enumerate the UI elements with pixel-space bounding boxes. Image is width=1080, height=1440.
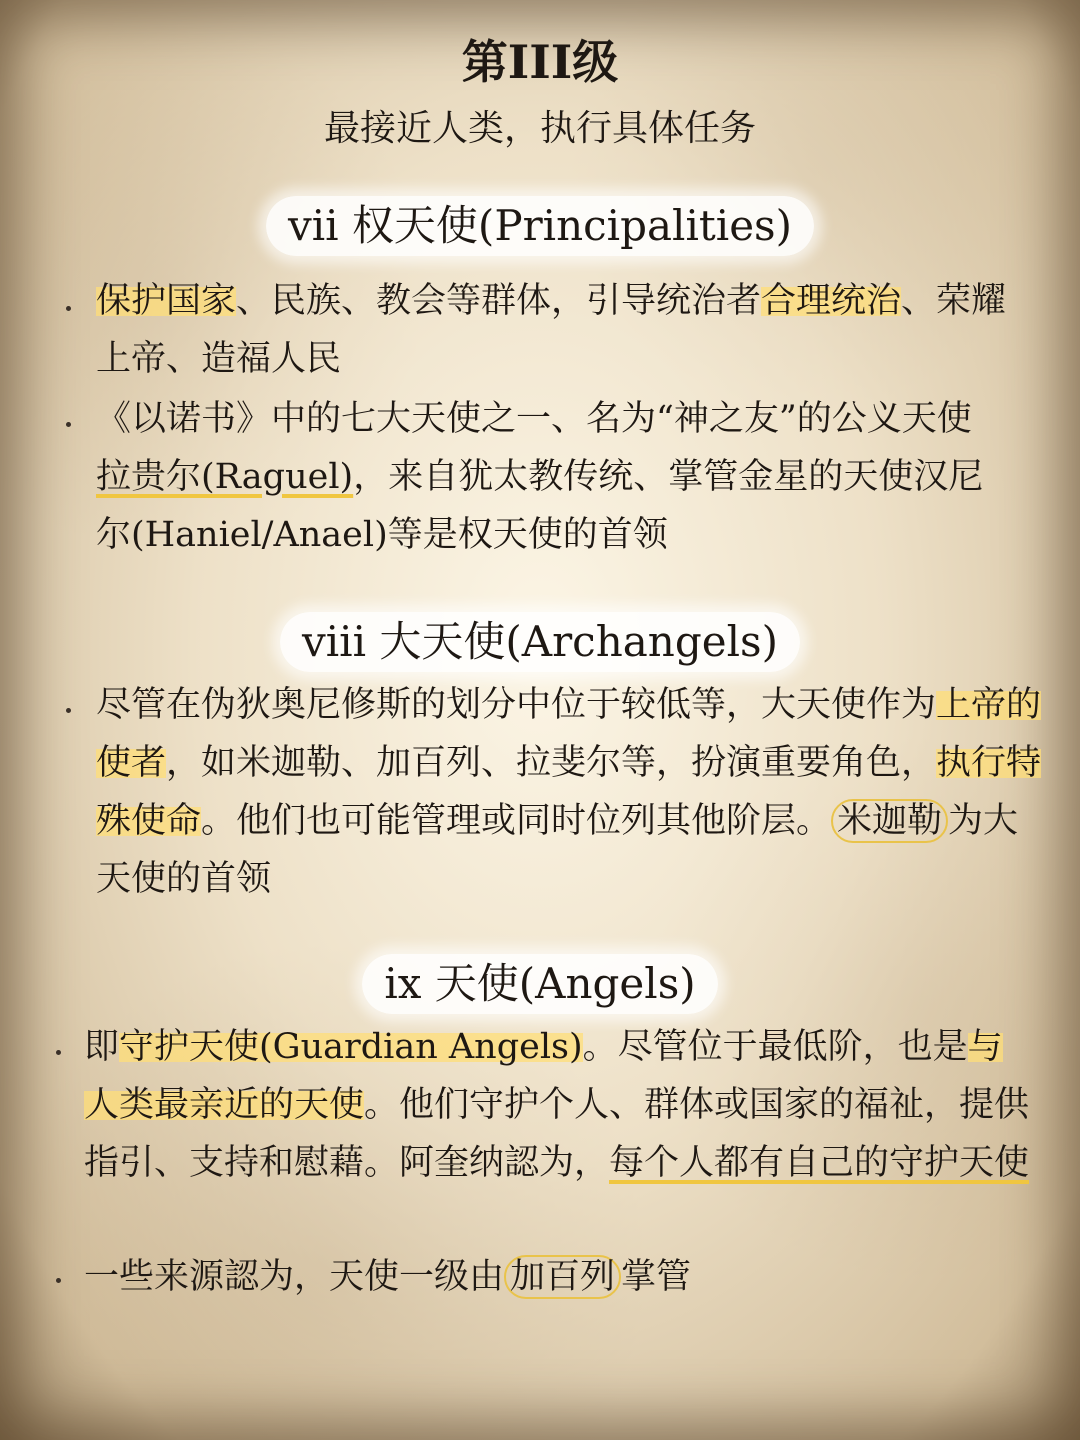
section-heading-angels: ix 天使(Angels) [0,954,1080,1014]
paragraph-angels-2 [84,1248,1034,1306]
text-segment: 。他们守护个人、群体或国家的福祉，提供指引、支持和慰藉。阿奎纳認为， [84,1085,1030,1183]
bullet-dot [66,422,71,427]
text-highlight: 守护天使(Guardian Angels) [119,1027,583,1067]
page-title: 第III级 [461,35,619,89]
text-segment: ，来自犹太教传统、掌管金星的天使汉尼尔(Haniel/Anael)等是权天使的首领 [96,457,984,555]
bullet-dot [56,1050,61,1055]
bullet-dot [66,306,71,311]
text-underline: 拉贵尔(Raguel) [96,457,354,497]
text-segment: 。尽管位于最低阶，也是 [582,1027,968,1067]
page-subtitle: 最接近人类，执行具体任务 [323,108,756,149]
bullet-dot [56,1278,61,1283]
text-underline: 每个人都有自己的守护天使 [609,1143,1030,1183]
text-highlight: 保护国家 [96,281,237,321]
paragraph-principalities-2 [96,390,1006,564]
text-segment: 、荣耀上帝、造福人民 [96,281,1007,379]
text-circle: 米迦勒 [831,799,948,843]
bullet-dot [66,708,71,713]
text-highlight: 合理统治 [761,281,902,321]
text-segment: 尽管在伪狄奥尼修斯的划分中位于较低等，大天使作为 [96,685,937,725]
text-highlight: 执行特殊使命 [96,743,1042,841]
paragraph-angels-1 [84,1018,1034,1192]
text-segment: 为大天使的首领 [96,801,1019,899]
section-heading-principalities: vii 权天使(Principalities) [0,196,1080,256]
section-heading-archangels: viii 大天使(Archangels) [0,612,1080,672]
paragraph-principalities-1 [96,272,1016,388]
paragraph-archangels-1 [96,676,1046,908]
text-circle: 加百列 [504,1255,621,1299]
text-highlight: 与人类最亲近的天使 [84,1027,1003,1125]
text-segment: 、民族、教会等群体，引导统治者 [236,281,762,321]
text-highlight: 上帝的使者 [96,685,1042,783]
text-segment: 掌管 [621,1257,692,1297]
text-segment: 即 [84,1027,120,1067]
text-segment: 一些来源認为，天使一级由 [84,1257,505,1297]
text-segment: 。他们也可能管理或同时位列其他阶层。 [201,801,832,841]
text-segment: ，如米迦勒、加百列、拉斐尔等，扮演重要角色， [166,743,937,783]
text-segment: 《以诺书》中的七大天使之一、名为“神之友”的公义天使 [96,399,972,439]
